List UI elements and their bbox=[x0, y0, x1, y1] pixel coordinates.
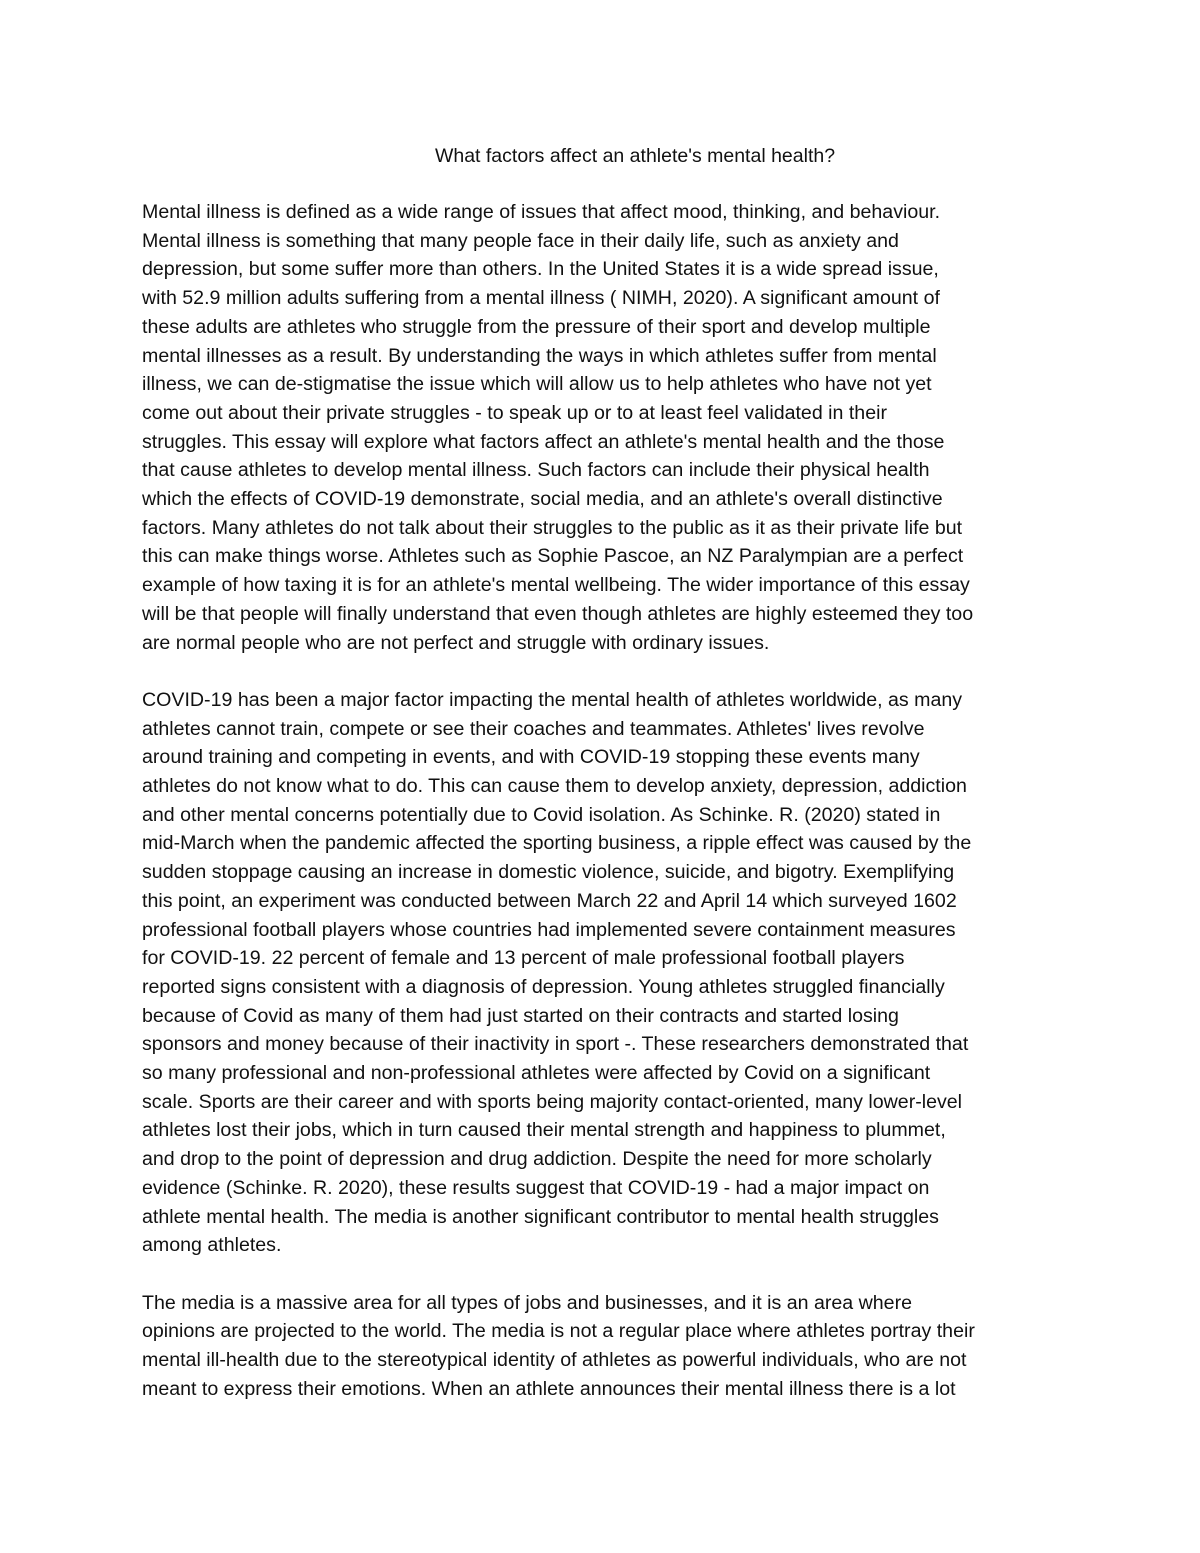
text-line: that cause athletes to develop mental illness. Such factors can include their physical health bbox=[142, 459, 930, 482]
text-line: which the effects of COVID-19 demonstrate, social media, and an athlete's overall distinctive bbox=[142, 488, 943, 511]
text-line: COVID-19 has been a major factor impacting the mental health of athletes worldwide, as many bbox=[142, 688, 963, 711]
paragraph-intro bbox=[142, 198, 1070, 657]
document-body bbox=[142, 198, 1070, 1432]
text-line: will be that people will finally understand that even though athletes are highly esteemed they too bbox=[142, 602, 974, 625]
text-line: athlete mental health. The media is another significant contributor to mental health struggles bbox=[142, 1205, 939, 1228]
text-line: Mental illness is something that many people face in their daily life, such as anxiety and bbox=[142, 229, 899, 252]
text-line: and other mental concerns potentially due to Covid isolation. As Schinke. R. (2020) stated in bbox=[142, 803, 941, 826]
text-line: mid-March when the pandemic affected the sporting business, a ripple effect was caused by the bbox=[142, 832, 972, 855]
text-line: scale. Sports are their career and with sports being majority contact-oriented, many lower-level bbox=[142, 1090, 963, 1113]
text-line: athletes cannot train, compete or see their coaches and teammates. Athletes' lives revolve bbox=[142, 717, 925, 740]
text-line: sponsors and money because of their inactivity in sport -. These researchers demonstrated that bbox=[142, 1033, 969, 1056]
text-line: struggles. This essay will explore what factors affect an athlete's mental health and the those bbox=[142, 430, 945, 453]
text-line: because of Covid as many of them had just started on their contracts and started losing bbox=[142, 1004, 899, 1027]
text-line: mental ill-health due to the stereotypical identity of athletes as powerful individuals, who are not bbox=[142, 1349, 967, 1372]
text-line: are normal people who are not perfect and struggle with ordinary issues. bbox=[142, 631, 770, 654]
text-line: around training and competing in events, and with COVID-19 stopping these events many bbox=[142, 746, 920, 769]
text-line: so many professional and non-professional athletes were affected by Covid on a significant bbox=[142, 1062, 931, 1085]
paragraph-media bbox=[142, 1289, 1070, 1404]
text-line: The media is a massive area for all types of jobs and businesses, and it is an area where bbox=[142, 1291, 913, 1314]
text-line: evidence (Schinke. R. 2020), these results suggest that COVID-19 - had a major impact on bbox=[142, 1176, 930, 1199]
text-line: illness, we can de-stigmatise the issue which will allow us to help athletes who have not yet bbox=[142, 373, 932, 396]
text-line: among athletes. bbox=[142, 1234, 282, 1257]
text-line: for COVID-19. 22 percent of female and 13 percent of male professional football players bbox=[142, 947, 905, 970]
text-line: mental illnesses as a result. By understanding the ways in which athletes suffer from mental bbox=[142, 344, 937, 367]
text-line: sudden stoppage causing an increase in domestic violence, suicide, and bigotry. Exemplifying bbox=[142, 861, 955, 884]
text-line: athletes do not know what to do. This can cause them to develop anxiety, depression, addiction bbox=[142, 775, 967, 798]
paragraph-covid bbox=[142, 686, 1070, 1260]
text-line: reported signs consistent with a diagnosis of depression. Young athletes struggled financially bbox=[142, 975, 945, 998]
text-line: meant to express their emotions. When an athlete announces their mental illness there is a lot bbox=[142, 1377, 956, 1400]
text-line: depression, but some suffer more than others. In the United States it is a wide spread issue, bbox=[142, 258, 939, 281]
text-line: athletes lost their jobs, which in turn caused their mental strength and happiness to plummet, bbox=[142, 1119, 946, 1142]
text-line: come out about their private struggles - to speak up or to at least feel validated in their bbox=[142, 401, 887, 424]
text-line: and drop to the point of depression and drug addiction. Despite the need for more scholarly bbox=[142, 1148, 932, 1171]
text-line: this can make things worse. Athletes such as Sophie Pascoe, an NZ Paralympian are a perfect bbox=[142, 545, 964, 568]
text-line: with 52.9 million adults suffering from a mental illness ( NIMH, 2020). A significant amount of bbox=[142, 287, 940, 310]
text-line: example of how taxing it is for an athlete's mental wellbeing. The wider importance of this essay bbox=[142, 574, 970, 597]
text-line: opinions are projected to the world. The media is not a regular place where athletes portray their bbox=[142, 1320, 975, 1343]
text-line: Mental illness is defined as a wide range of issues that affect mood, thinking, and behaviour. bbox=[142, 201, 941, 223]
text-line: professional football players whose countries had implemented severe containment measures bbox=[142, 918, 956, 941]
text-line: these adults are athletes who struggle from the pressure of their sport and develop multiple bbox=[142, 315, 931, 338]
text-line: factors. Many athletes do not talk about their struggles to the public as it as their private life but bbox=[142, 516, 963, 539]
text-line: this point, an experiment was conducted between March 22 and April 14 which surveyed 1602 bbox=[142, 889, 957, 912]
document-title: What factors affect an athlete's mental health? bbox=[434, 145, 836, 167]
